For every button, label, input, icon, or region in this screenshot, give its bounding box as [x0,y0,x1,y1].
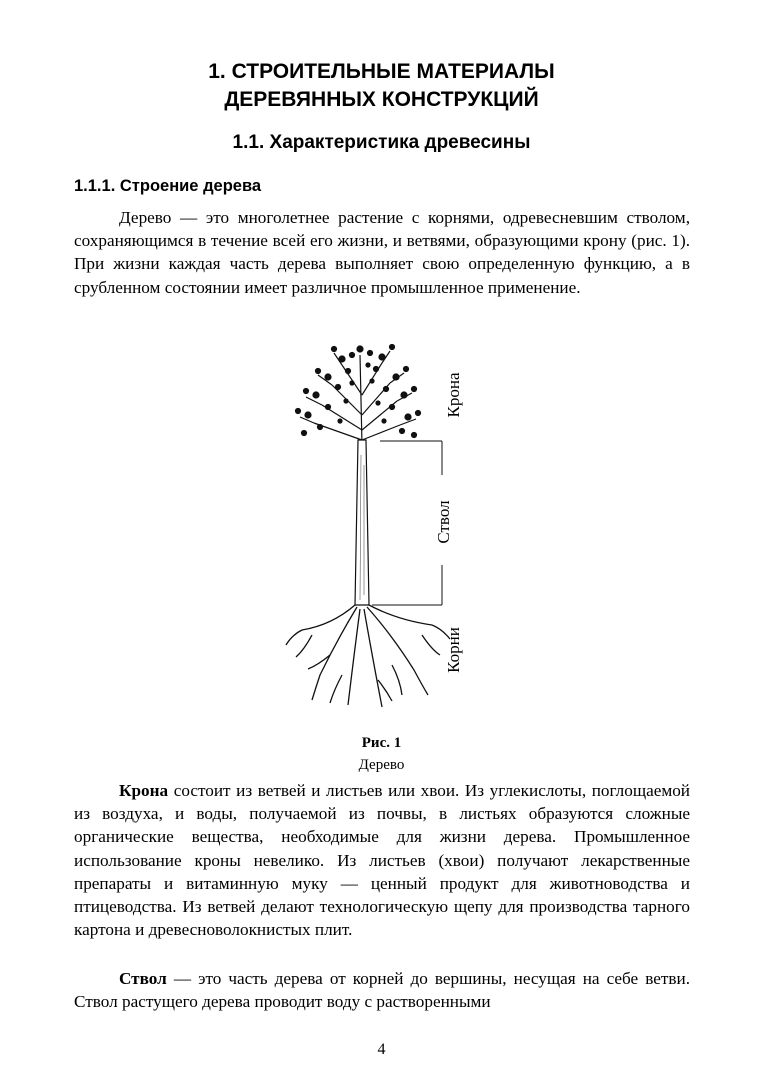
figure-label-crown: Крона [444,372,463,418]
tree-crown-drawing [296,345,421,446]
page-number: 4 [377,1041,386,1058]
trunk-text: — это часть дерева от корней до вершины, несущая на себе ветви. Ствол растущего дерева проводит воду с растворенными [74,969,690,1012]
tree-roots-drawing [286,605,450,707]
trunk-paragraph [74,967,690,1013]
tree-trunk-drawing [355,440,369,605]
section-title: 1.1. Характеристика древесины [232,132,531,153]
crown-paragraph [74,779,690,941]
crown-text: состоит из ветвей и листьев или хвои. Из углекислоты, поглощаемой из воздуха, и воды, получаемой из почвы, в листьях образуются сложные органические вещества, необходимые для жизни дерева. Промышленное использование кроны невелико. Из листьев (хвои) получают лекарственные препараты и витаминную муку — ценный продукт для животноводства и птицеводства. Из ветвей делают технологическую щепу для производства тарного картона и древесноволокнистых плит. [74,781,690,940]
figure-label-trunk: Ствол [434,500,453,544]
figure-caption-number: Рис. 1 [361,735,402,751]
chapter-title-line-1: 1. СТРОИТЕЛЬНЫЕ МАТЕРИАЛЫ [208,60,555,83]
subsection-title: 1.1.1. Строение дерева [74,177,262,195]
figure-labels [372,372,463,673]
chapter-title-line-2: ДЕРЕВЯННЫХ КОНСТРУКЦИЙ [224,88,539,111]
intro-paragraph: Дерево — это многолетнее растение с корнями, одревесневшим стволом, сохраняющимся в течение всей его жизни, и ветвями, образующими крону (рис. 1). При жизни каждая часть дерева выполняет свою определенную функцию, а в срубленном состоянии имеет различное промышленное применение. [74,208,690,297]
trunk-term: Ствол [119,969,167,988]
crown-term: Крона [119,781,169,800]
chapter-title [0,58,763,114]
figure-caption-title: Дерево [358,757,405,773]
tree-figure [282,335,482,725]
figure-label-roots: Корни [444,627,463,673]
